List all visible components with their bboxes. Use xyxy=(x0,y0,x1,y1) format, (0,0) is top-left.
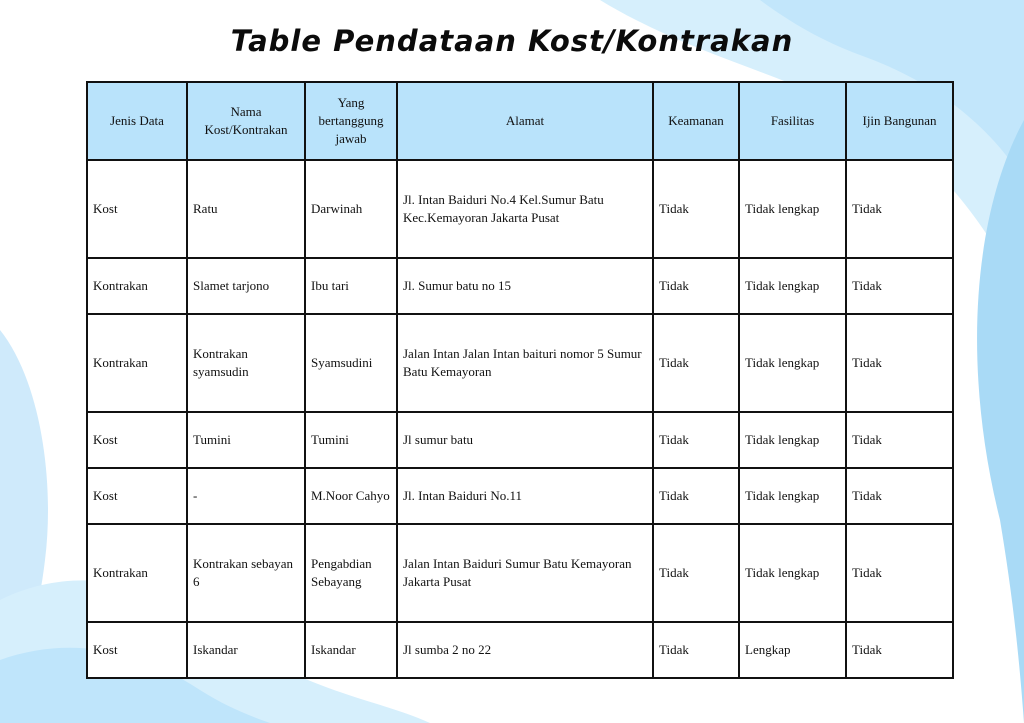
cell-penanggung-jawab: Ibu tari xyxy=(305,258,397,314)
cell-fasilitas: Tidak lengkap xyxy=(739,160,846,258)
cell-alamat: Jl sumba 2 no 22 xyxy=(397,622,653,678)
cell-alamat: Jl sumur batu xyxy=(397,412,653,468)
table-row xyxy=(87,468,953,524)
table-row xyxy=(87,314,953,412)
cell-fasilitas: Tidak lengkap xyxy=(739,524,846,622)
cell-ijin-bangunan: Tidak xyxy=(846,258,953,314)
cell-keamanan: Tidak xyxy=(653,622,739,678)
cell-nama: Iskandar xyxy=(187,622,305,678)
table-row xyxy=(87,258,953,314)
cell-fasilitas: Lengkap xyxy=(739,622,846,678)
cell-ijin-bangunan: Tidak xyxy=(846,314,953,412)
cell-alamat: Jl. Intan Baiduri No.4 Kel.Sumur Batu Kec.Kemayoran Jakarta Pusat xyxy=(397,160,653,258)
cell-fasilitas: Tidak lengkap xyxy=(739,258,846,314)
cell-jenis-data: Kost xyxy=(87,160,187,258)
cell-ijin-bangunan: Tidak xyxy=(846,468,953,524)
cell-ijin-bangunan: Tidak xyxy=(846,160,953,258)
cell-keamanan: Tidak xyxy=(653,258,739,314)
column-header-ijin-bangunan: Ijin Bangunan xyxy=(846,82,953,160)
cell-jenis-data: Kost xyxy=(87,412,187,468)
cell-nama: Slamet tarjono xyxy=(187,258,305,314)
cell-nama: Ratu xyxy=(187,160,305,258)
cell-alamat: Jalan Intan Baiduri Sumur Batu Kemayoran Jakarta Pusat xyxy=(397,524,653,622)
table-row xyxy=(87,524,953,622)
table-row xyxy=(87,622,953,678)
cell-nama: Kontrakan syamsudin xyxy=(187,314,305,412)
cell-keamanan: Tidak xyxy=(653,524,739,622)
cell-fasilitas: Tidak lengkap xyxy=(739,412,846,468)
data-table xyxy=(86,81,954,679)
cell-penanggung-jawab: Syamsudini xyxy=(305,314,397,412)
cell-ijin-bangunan: Tidak xyxy=(846,412,953,468)
cell-penanggung-jawab: Darwinah xyxy=(305,160,397,258)
cell-alamat: Jl. Intan Baiduri No.11 xyxy=(397,468,653,524)
cell-jenis-data: Kost xyxy=(87,468,187,524)
cell-penanggung-jawab: Tumini xyxy=(305,412,397,468)
cell-penanggung-jawab: Pengabdian Sebayang xyxy=(305,524,397,622)
cell-nama: Kontrakan sebayan 6 xyxy=(187,524,305,622)
cell-alamat: Jl. Sumur batu no 15 xyxy=(397,258,653,314)
cell-nama: - xyxy=(187,468,305,524)
column-header-keamanan: Keamanan xyxy=(653,82,739,160)
header-row xyxy=(87,82,953,160)
cell-jenis-data: Kontrakan xyxy=(87,314,187,412)
column-header-penanggung-jawab: Yang bertanggung jawab xyxy=(305,82,397,160)
table-row xyxy=(87,160,953,258)
cell-keamanan: Tidak xyxy=(653,468,739,524)
cell-penanggung-jawab: M.Noor Cahyo xyxy=(305,468,397,524)
cell-jenis-data: Kost xyxy=(87,622,187,678)
cell-keamanan: Tidak xyxy=(653,314,739,412)
cell-nama: Tumini xyxy=(187,412,305,468)
cell-fasilitas: Tidak lengkap xyxy=(739,314,846,412)
column-header-fasilitas: Fasilitas xyxy=(739,82,846,160)
cell-ijin-bangunan: Tidak xyxy=(846,622,953,678)
page-title: Table Pendataan Kost/Kontrakan xyxy=(230,24,794,58)
column-header-nama: Nama Kost/Kontrakan xyxy=(187,82,305,160)
cell-keamanan: Tidak xyxy=(653,160,739,258)
cell-jenis-data: Kontrakan xyxy=(87,524,187,622)
cell-penanggung-jawab: Iskandar xyxy=(305,622,397,678)
cell-fasilitas: Tidak lengkap xyxy=(739,468,846,524)
table-row xyxy=(87,412,953,468)
cell-keamanan: Tidak xyxy=(653,412,739,468)
cell-ijin-bangunan: Tidak xyxy=(846,524,953,622)
cell-jenis-data: Kontrakan xyxy=(87,258,187,314)
column-header-jenis-data: Jenis Data xyxy=(87,82,187,160)
cell-alamat: Jalan Intan Jalan Intan baituri nomor 5 Sumur Batu Kemayoran xyxy=(397,314,653,412)
column-header-alamat: Alamat xyxy=(397,82,653,160)
